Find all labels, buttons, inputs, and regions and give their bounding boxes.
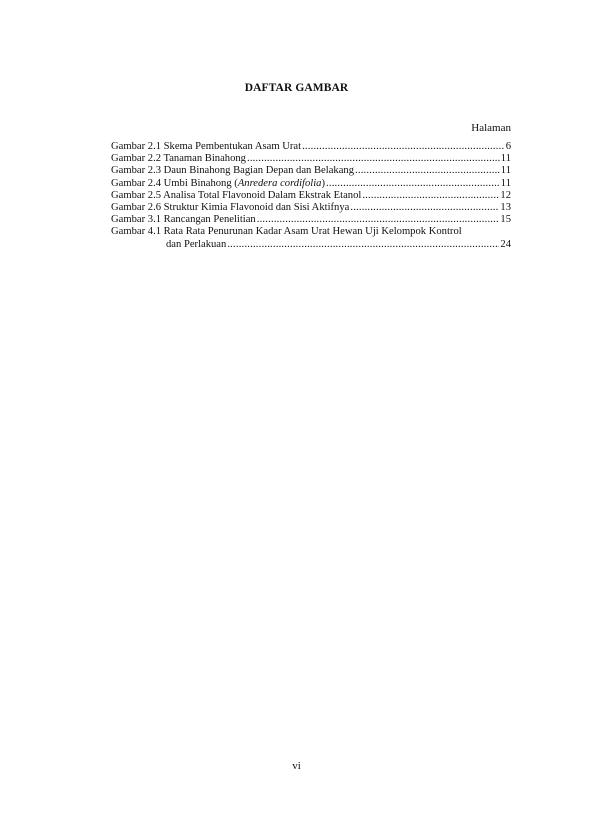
- figure-entry-label-italic: Anredera cordifolia: [237, 177, 322, 189]
- figure-entry-label: [111, 178, 325, 190]
- figure-entry-page: 12: [500, 189, 511, 201]
- figure-entry-label: Gambar 2.5 Analisa Total Flavonoid Dalam Ekstrak Etanol: [111, 189, 362, 201]
- figure-entry-2-2: [111, 153, 511, 165]
- page-title: DAFTAR GAMBAR: [244, 82, 349, 94]
- leader-dots: [326, 178, 500, 190]
- leader-dots: [362, 190, 499, 202]
- figure-entry-label-suffix: ): [321, 177, 326, 189]
- figure-entry-label: Gambar 2.6 Struktur Kimia Flavonoid dan Sisi Aktifnya: [111, 202, 350, 214]
- figure-entry-label: Gambar 2.3 Daun Binahong Bagian Depan dan Belakang: [111, 165, 354, 177]
- leader-dots: [350, 202, 499, 214]
- figure-entry-2-6: [111, 202, 511, 214]
- figure-entry-label: Gambar 3.1 Rancangan Penelitian: [111, 214, 256, 226]
- figure-entry-3-1: [111, 214, 511, 226]
- figure-entry-2-4: [111, 178, 511, 190]
- figure-entry-label-line1: Gambar 4.1 Rata Rata Penurunan Kadar Asam Urat Hewan Uji Kelompok Kontrol: [111, 226, 462, 238]
- figure-entry-label-line2: dan Perlakuan: [166, 238, 227, 250]
- figure-entry-page: 6: [505, 141, 511, 152]
- leader-dots: [257, 214, 500, 226]
- figure-entry-label-prefix: Gambar 2.4 Umbi Binahong (: [111, 177, 238, 189]
- figure-entry-2-5: [111, 190, 511, 202]
- leader-dots: [247, 153, 500, 165]
- figure-entry-page: 24: [500, 238, 511, 250]
- page-number: vi: [292, 760, 301, 772]
- figure-entry-label: Gambar 2.2 Tanaman Binahong: [111, 153, 246, 165]
- figure-entry-2-3: [111, 165, 511, 177]
- figure-entry-page: 11: [500, 153, 511, 165]
- leader-dots: [355, 165, 500, 177]
- page-column-header: Halaman: [471, 122, 511, 134]
- leader-dots: [227, 239, 499, 251]
- figure-entry-page: 11: [500, 177, 511, 189]
- figure-entry-page: 11: [500, 165, 511, 177]
- figure-entry-page: 13: [500, 202, 511, 214]
- figure-entry-page: 15: [500, 214, 511, 226]
- figure-list: [111, 141, 511, 251]
- figure-entry-label: Gambar 2.1 Skema Pembentukan Asam Urat: [111, 141, 302, 152]
- figure-entry-continuation: [111, 239, 511, 251]
- figure-entry-4-1: [111, 226, 511, 250]
- figure-entry-2-1: [111, 141, 511, 153]
- leader-dots: [302, 141, 505, 153]
